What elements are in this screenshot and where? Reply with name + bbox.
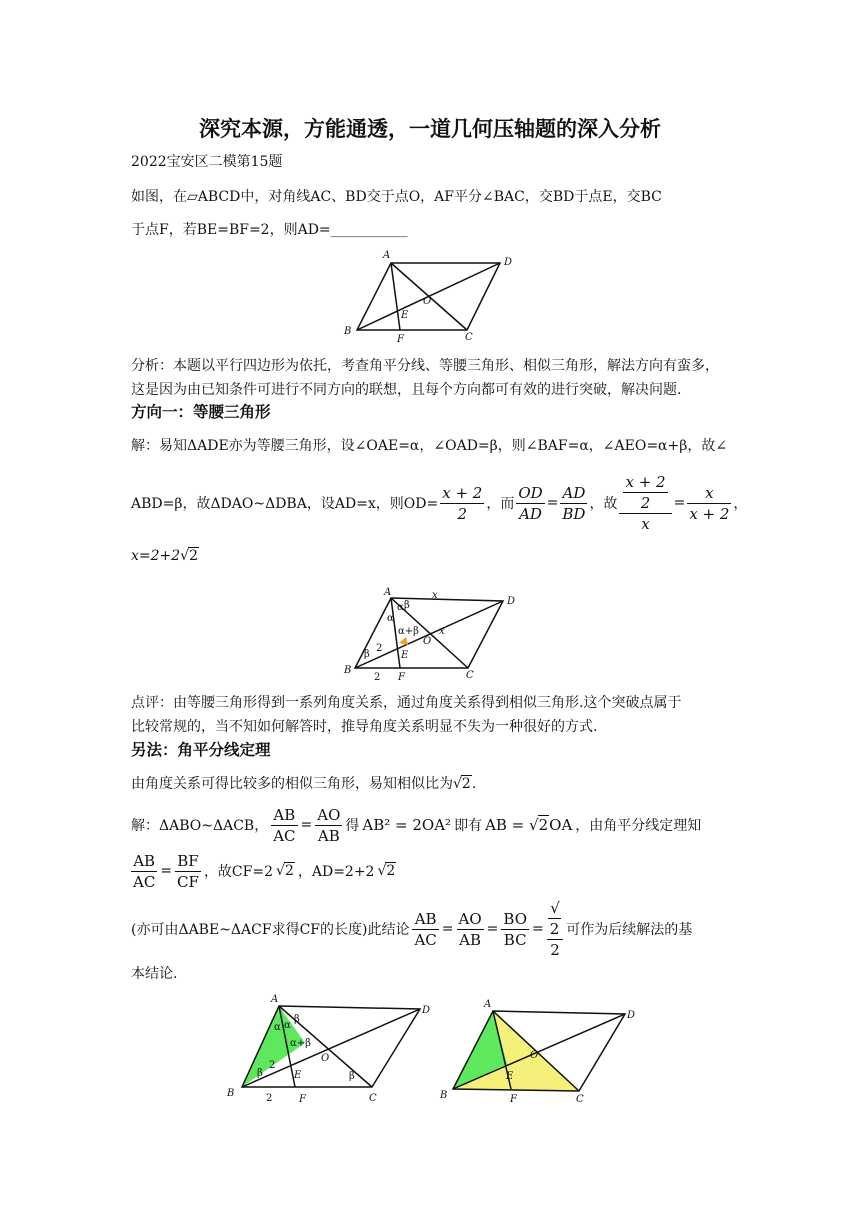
label-alpha-2: α bbox=[397, 602, 404, 613]
frac-den: BD bbox=[562, 504, 586, 523]
label-beta-b: β bbox=[257, 1068, 263, 1079]
frac-num: OD bbox=[518, 483, 543, 502]
label-O: O bbox=[530, 1050, 539, 1061]
solution-mid: 得 bbox=[345, 818, 360, 834]
inner-fraction bbox=[621, 472, 669, 513]
label-F: F bbox=[299, 1094, 306, 1105]
page-title: 深究本源，方能通透，一道几何压轴题的深入分析 bbox=[199, 117, 661, 141]
fraction-ad-bd bbox=[560, 483, 587, 524]
alt-intro: 由角度关系可得比较多的相似三角形，易知相似比为√2. bbox=[131, 776, 477, 792]
alt-solution: 解：ΔABO~ΔACB， $\frac{AB}{AC}$ = $\frac{AO}{AB}$ 得 AB² = 2OA² 即有 AB = √2OA ，由角平分线定理知 bbox=[131, 805, 702, 845]
frac-den: AD bbox=[519, 504, 542, 523]
answer-prefix: x=2+2 bbox=[131, 548, 181, 564]
note-line: (亦可由ΔABE~ΔACF求得CF的长度)此结论 $\frac{AB}{AC}$ = $\frac{AO}{AB}$ = $\frac{BO}{BC}$ = √ 2 2 可作为后续解法的基 bbox=[131, 899, 693, 959]
intro-text: 由角度关系可得比较多的相似三角形，易知相似比为 bbox=[131, 776, 453, 792]
frac-num: AB bbox=[131, 851, 157, 872]
fraction-ab-ac-2 bbox=[131, 851, 157, 892]
solution-line-1: 解：易知ΔADE亦为等腰三角形，设∠OAE=α，∠OAD=β，则∠BAF=α，∠AEO=α+β，故∠ bbox=[131, 438, 728, 454]
figure-green bbox=[215, 990, 440, 1108]
frac-den: AC bbox=[273, 826, 296, 845]
label-D: D bbox=[422, 1005, 431, 1016]
eq-sqrt: 2 bbox=[538, 816, 549, 834]
frac-den: x bbox=[641, 515, 650, 533]
figure-parallelogram bbox=[340, 248, 520, 344]
analysis-line-2: 这是因为由已知条件可进行不同方向的联想，且每个方向都可有效的进行突破，解决问题. bbox=[131, 382, 682, 398]
fraction-h2 bbox=[457, 909, 484, 950]
label-F: F bbox=[397, 334, 404, 344]
solution-prefix: 解：ΔABO~ΔACB， bbox=[131, 818, 269, 834]
note-line-2: 本结论. bbox=[131, 966, 178, 982]
label-E: E bbox=[401, 650, 409, 661]
frac-den: AB bbox=[459, 930, 482, 949]
fraction-ao-ab bbox=[315, 805, 342, 846]
answer-line: x=2+2√2 bbox=[131, 548, 199, 564]
analysis-line-1: 分析：本题以平行四边形为依托，考查角平分线、等腰三角形、相似三角形，解法方向有蛮多， bbox=[131, 358, 719, 374]
frac-den: 2 bbox=[457, 504, 468, 523]
label-alpha: α bbox=[387, 613, 394, 624]
source-line: 2022宝安区二模第15题 bbox=[131, 154, 283, 170]
frac-den: AC bbox=[133, 872, 156, 891]
label-beta-c: β bbox=[349, 1071, 355, 1082]
frac-num: AO bbox=[317, 805, 341, 824]
frac-num: AD bbox=[560, 483, 587, 504]
comma-text: ，而 bbox=[486, 496, 515, 512]
label-B: B bbox=[344, 326, 352, 337]
equals-sign: = bbox=[546, 495, 559, 511]
frac-num: x bbox=[687, 483, 731, 504]
label-x-top: x bbox=[432, 590, 438, 601]
solution-end: ，由角平分线定理知 bbox=[575, 818, 702, 834]
eq-left: AB = bbox=[485, 816, 530, 834]
frac-num: AB bbox=[271, 805, 297, 826]
frac-sqrt: 2 bbox=[549, 920, 560, 938]
label-two-be: 2 bbox=[269, 1060, 276, 1071]
label-A: A bbox=[484, 999, 492, 1010]
cf-sqrt: 2 bbox=[284, 863, 294, 879]
label-E: E bbox=[294, 1070, 302, 1081]
label-D: D bbox=[507, 596, 516, 607]
fraction-h3 bbox=[501, 909, 529, 950]
fraction-od bbox=[440, 483, 484, 524]
label-x-mid: x bbox=[439, 626, 445, 637]
heading-direction-1: 方向一：等腰三角形 bbox=[131, 403, 271, 421]
problem-line-1: 如图，在▱ABCD中，对角线AC、BD交于点O，AF平分∠BAC，交BD于点E，交BC bbox=[131, 189, 662, 205]
frac-num: AB bbox=[412, 909, 438, 930]
fraction-h4 bbox=[547, 898, 564, 960]
label-alpha-beta: α+β bbox=[290, 1038, 311, 1049]
label-E: E bbox=[506, 1071, 514, 1082]
fraction-h1 bbox=[412, 909, 438, 950]
frac-den: AB bbox=[317, 826, 340, 845]
frac-num: BO bbox=[503, 909, 527, 928]
label-beta: β bbox=[404, 600, 410, 611]
label-beta: β bbox=[294, 1014, 300, 1025]
angle-mark-icon bbox=[399, 637, 408, 645]
equals-sign: = bbox=[673, 495, 686, 511]
frac-num: BF bbox=[175, 851, 201, 872]
comment-line-1: 点评：由等腰三角形得到一系列角度关系，通过角度关系得到相似三角形.这个突破点属于 bbox=[131, 695, 682, 711]
abd-text: ABD=β，故ΔDAO~ΔDBA，设AD=x，则OD= bbox=[131, 496, 439, 512]
frac-den: 2 bbox=[550, 941, 560, 959]
label-two-bf: 2 bbox=[374, 672, 381, 681]
ratio-equation bbox=[131, 471, 747, 535]
label-two-be: 2 bbox=[376, 643, 383, 654]
label-E: E bbox=[401, 310, 409, 321]
label-O: O bbox=[321, 1053, 330, 1064]
label-alpha: α bbox=[274, 1022, 281, 1033]
fraction-od-ad bbox=[516, 483, 544, 524]
label-A: A bbox=[384, 587, 392, 598]
equation-ab: AB = √2OA bbox=[485, 816, 573, 834]
intro-end: . bbox=[471, 776, 477, 792]
label-O: O bbox=[423, 636, 432, 647]
frac-den: 2 bbox=[640, 494, 651, 512]
frac-den: CF bbox=[177, 872, 199, 891]
equation-ab-squared: AB² = 2OA² bbox=[362, 816, 452, 834]
fraction-x bbox=[687, 483, 731, 524]
label-two-bf: 2 bbox=[266, 1093, 273, 1104]
label-C: C bbox=[369, 1093, 377, 1104]
frac-num: x + 2 bbox=[625, 473, 666, 491]
bisector-line: $\frac{AB}{AC}$ = $\frac{BF}{CF}$ ，故CF=2 √2 ，AD=2+2 √2 bbox=[133, 851, 396, 891]
fraction-bf-cf bbox=[175, 851, 201, 892]
label-F: F bbox=[510, 1094, 517, 1105]
label-alpha-2: α bbox=[284, 1020, 291, 1031]
cf-text: ，故CF=2 bbox=[203, 864, 274, 880]
label-B: B bbox=[344, 665, 352, 676]
frac-num bbox=[619, 472, 671, 514]
label-C: C bbox=[576, 1094, 584, 1105]
comma-text: ，故 bbox=[589, 496, 618, 512]
frac-den: BC bbox=[503, 930, 527, 949]
intro-sqrt: 2 bbox=[461, 776, 471, 792]
figure-angles bbox=[340, 585, 520, 681]
frac-num: AO bbox=[458, 909, 482, 928]
frac-num: x + 2 bbox=[442, 483, 483, 502]
comma-text: ， bbox=[733, 496, 748, 512]
eq-right: OA bbox=[549, 816, 573, 834]
frac-den: x + 2 bbox=[689, 504, 730, 523]
note-suffix: 可作为后续解法的基 bbox=[566, 922, 693, 938]
label-A: A bbox=[271, 994, 279, 1005]
label-D: D bbox=[504, 257, 513, 268]
label-B: B bbox=[227, 1088, 235, 1099]
label-D: D bbox=[627, 1010, 636, 1021]
heading-alt: 另法：角平分线定理 bbox=[131, 741, 271, 759]
label-C: C bbox=[465, 332, 473, 343]
frac-den: AC bbox=[414, 930, 437, 949]
label-A: A bbox=[383, 250, 391, 261]
solution-mid-2: 即有 bbox=[454, 818, 483, 834]
label-F: F bbox=[398, 672, 405, 681]
label-B: B bbox=[440, 1090, 448, 1101]
label-C: C bbox=[466, 670, 474, 681]
label-O: O bbox=[423, 296, 432, 307]
fraction-compound bbox=[619, 472, 671, 534]
label-beta-b: β bbox=[364, 649, 370, 660]
ad-sqrt: 2 bbox=[386, 863, 396, 879]
frac-num: √ 2 bbox=[547, 898, 564, 940]
ad-text: ，AD=2+2 bbox=[297, 864, 375, 880]
comment-line-2: 比较常规的，当不知如何解答时，推导角度关系明显不失为一种很好的方式. bbox=[131, 719, 598, 735]
figure-yellow bbox=[435, 995, 650, 1108]
answer-sqrt: 2 bbox=[189, 548, 199, 564]
label-alpha-beta: α+β bbox=[398, 626, 419, 637]
problem-line-2: 于点F，若BE=BF=2，则AD=___________ bbox=[131, 222, 408, 238]
note-prefix: (亦可由ΔABE~ΔACF求得CF的长度)此结论 bbox=[131, 922, 410, 938]
fraction-ab-ac bbox=[271, 805, 297, 846]
